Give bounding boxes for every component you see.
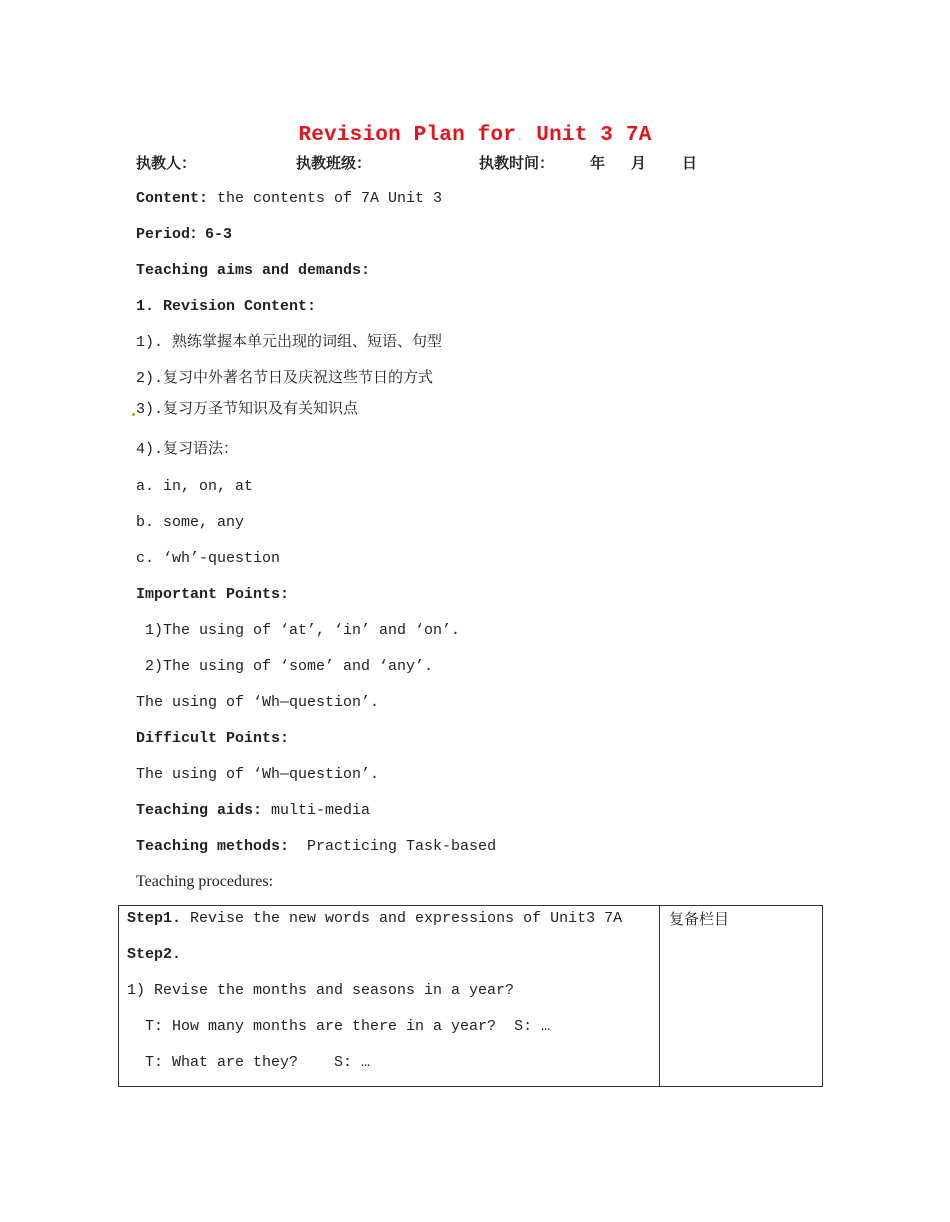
document-title: Revision Plan for. Unit 3 7A [298,124,652,147]
important-point-1: 1)The using of ‘at’, ‘in’ and ‘on’. [136,622,461,639]
teaching-procedures-heading: Teaching procedures: [136,873,274,890]
revision-item-4: 4).复习语法： [136,441,239,458]
procedures-table [118,905,823,1087]
step2-label: Step2. [127,946,182,963]
review-column-label: 复备栏目 [669,910,730,928]
revision-item-3: 3).复习万圣节知识及有关知识点 [136,401,359,418]
marker-dot [132,413,135,416]
teacher-label: 执教人： [136,154,197,172]
revision-item-1: 1). 熟练掌握本单元出现的词组、短语、句型 [136,334,443,351]
teaching-aids-line: Teaching aids: multi-media [136,802,371,819]
revision-item-2: 2).复习中外著名节日及庆祝这些节日的方式 [136,370,434,387]
year-label: 年 [590,154,606,172]
table-column-divider [659,906,660,1086]
step2-line-1: 1) Revise the months and seasons in a year? [127,982,515,999]
difficult-points-heading: Difficult Points: [136,730,290,747]
time-label: 执教时间： [479,154,555,172]
important-point-3: The using of ‘Wh—question’. [136,694,380,711]
step2-line-2: T: How many months are there in a year? S: … [127,1018,551,1035]
period-line: Period：6-3 [136,226,233,243]
important-points-heading: Important Points: [136,586,290,603]
step2-line-3: T: What are they? S: … [127,1054,371,1071]
difficult-point-1: The using of ‘Wh—question’. [136,766,380,783]
grammar-item-a: a. in, on, at [136,478,254,495]
content-line: Content: the contents of 7A Unit 3 [136,190,443,207]
grammar-item-c: c. ‘wh’-question [136,550,281,567]
day-label: 日 [682,154,698,172]
step1-line: Step1. Revise the new words and expressions of Unit3 7A [127,910,623,927]
teaching-methods-line: Teaching methods: Practicing Task-based [136,838,497,855]
revision-content-heading: 1. Revision Content: [136,298,317,315]
important-point-2: 2)The using of ‘some’ and ‘any’. [136,658,434,675]
class-label: 执教班级： [296,154,372,172]
month-label: 月 [631,154,647,172]
teaching-aims-heading: Teaching aims and demands: [136,262,371,279]
grammar-item-b: b. some, any [136,514,245,531]
